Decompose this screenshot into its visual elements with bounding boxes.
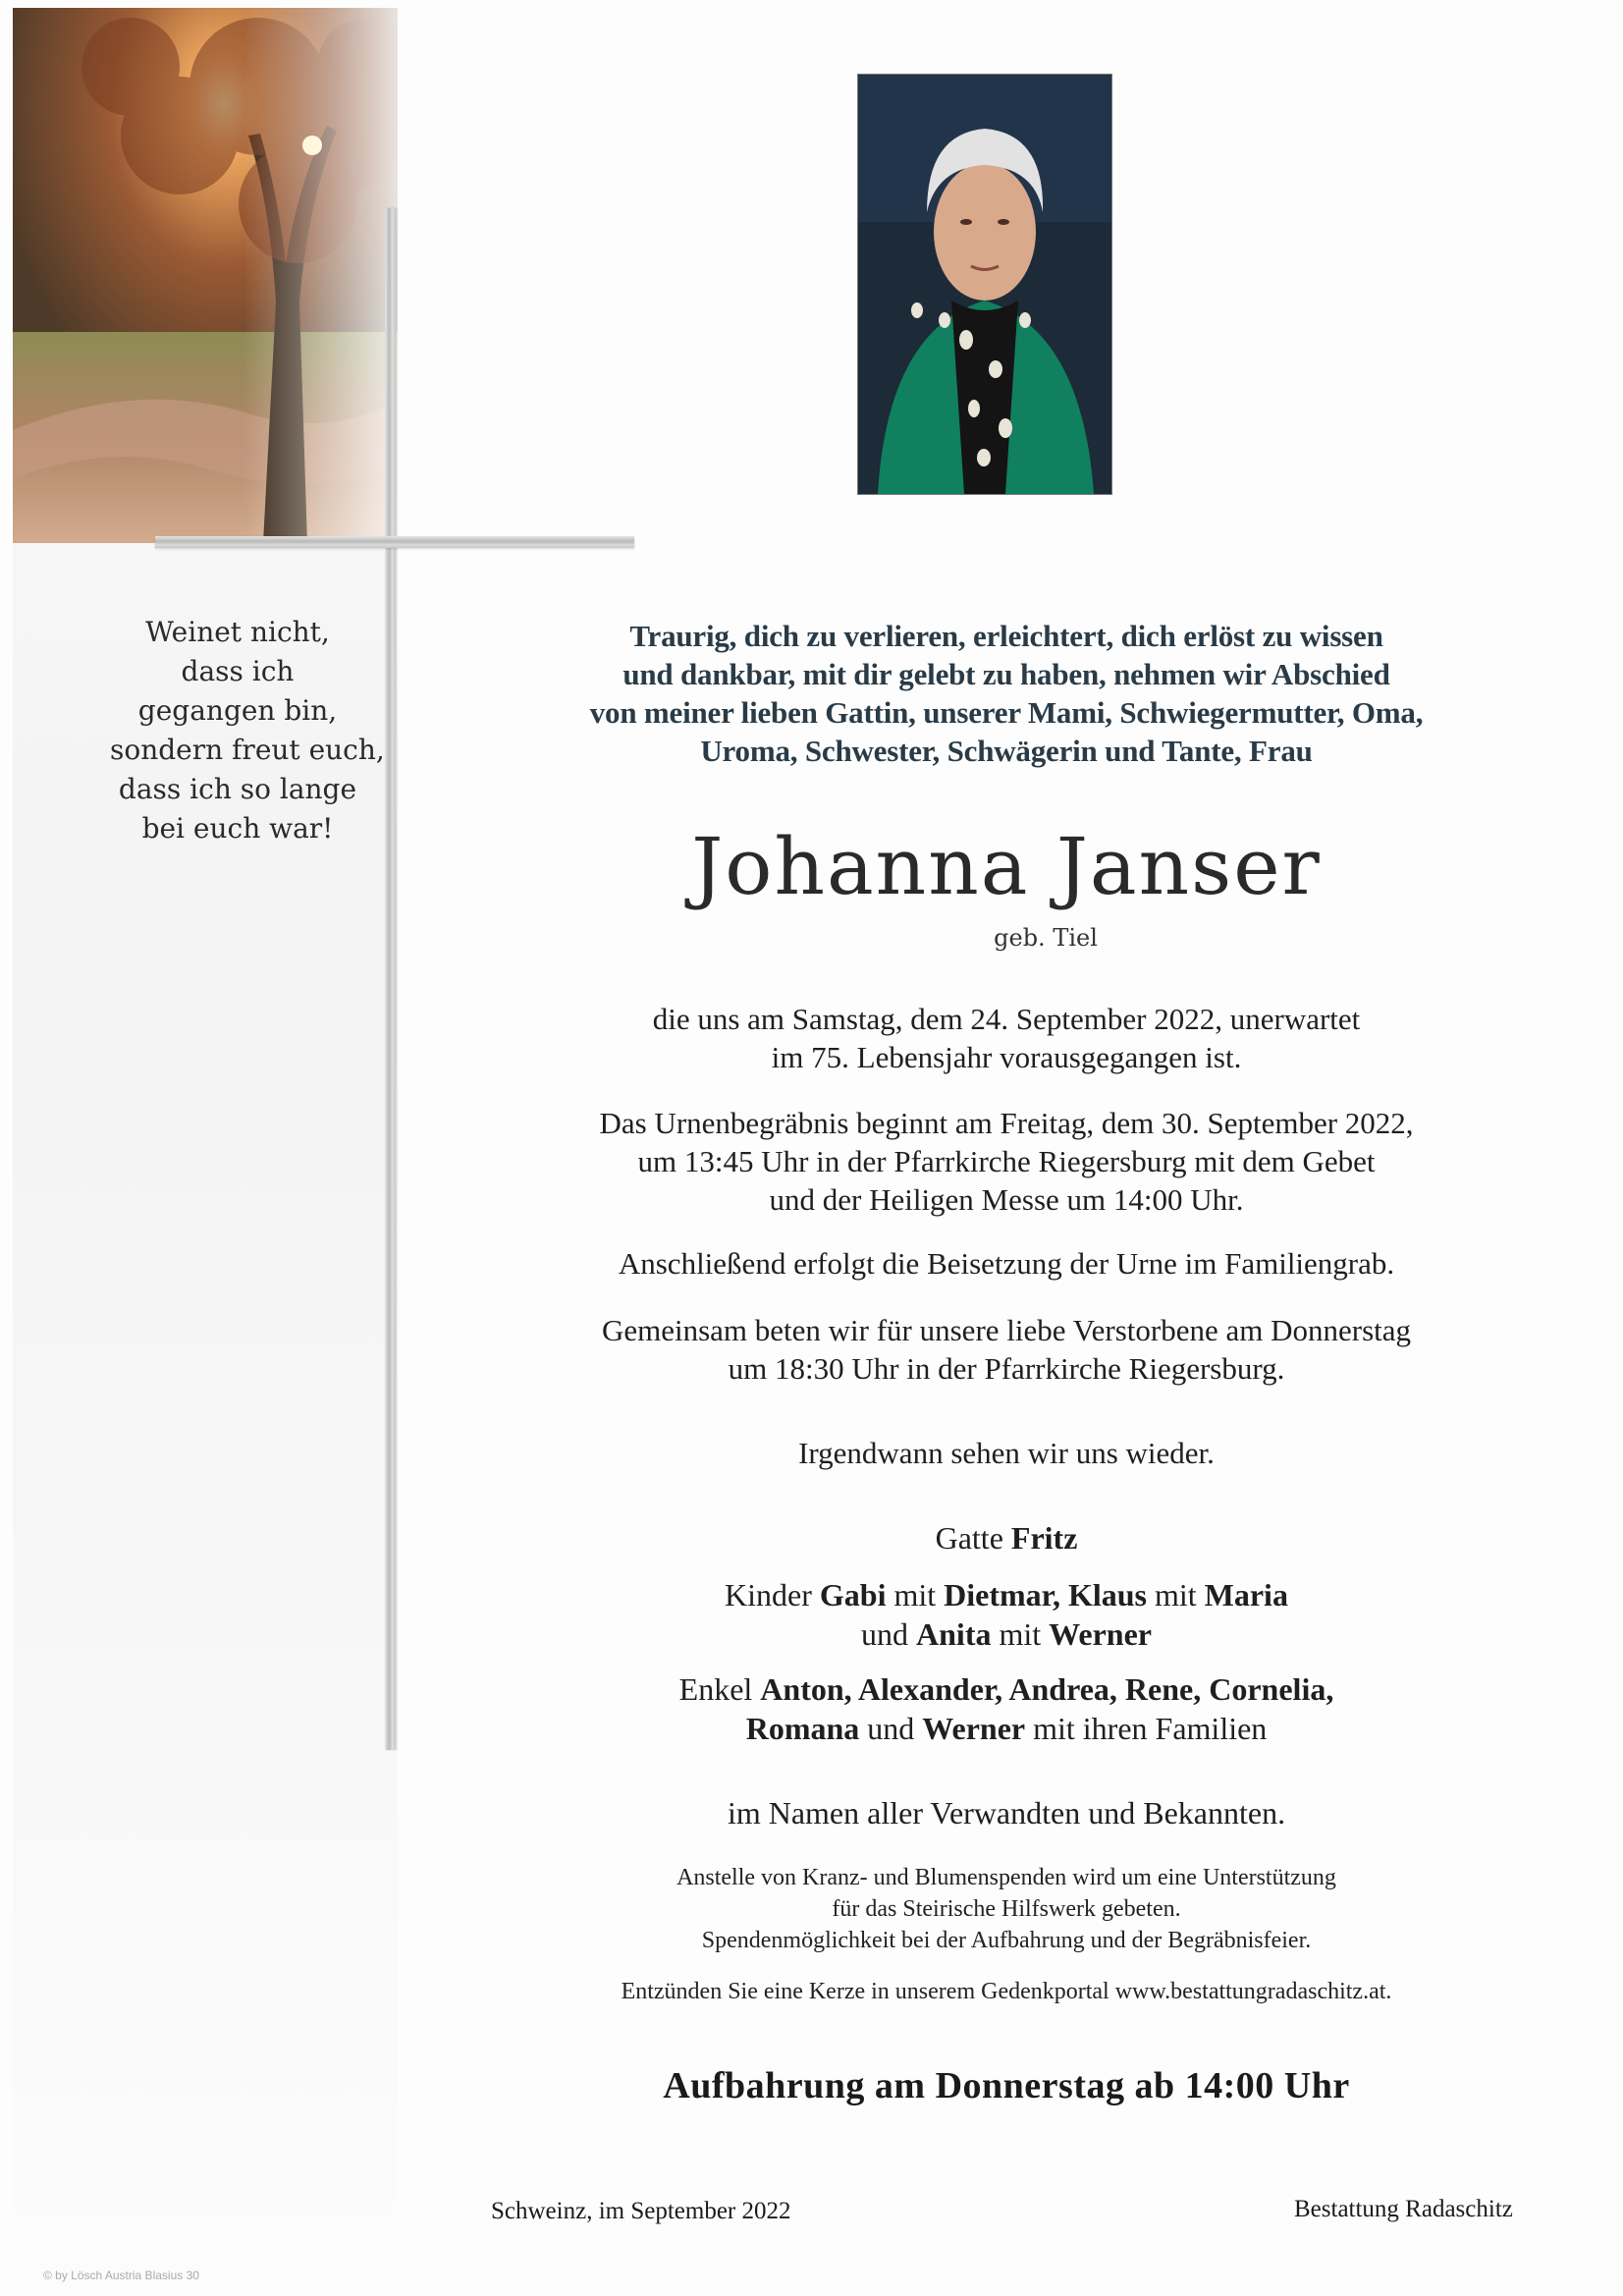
death-notice (491, 1000, 1522, 1076)
grandchildren-names: Anton, Alexander, Andrea, Rene, Cornelia, (760, 1671, 1334, 1707)
intro-line: Uroma, Schwester, Schwägerin und Tante, Frau (700, 734, 1313, 768)
grand-suffix: mit ihren Familien (1025, 1711, 1268, 1746)
children-prefix: Kinder (725, 1577, 820, 1613)
poem-line: gegangen bin, (137, 694, 338, 727)
deceased-name: Johanna Janser (691, 821, 1322, 912)
funeral-line: und der Heiligen Messe um 14:00 Uhr. (769, 1182, 1244, 1217)
connector: mit (991, 1616, 1050, 1652)
poem-line: sondern freut euch, (110, 734, 385, 766)
child-name: Klaus (1067, 1577, 1147, 1613)
child-name: Gabi (819, 1577, 887, 1613)
poem-line: dass ich (181, 655, 295, 687)
funeral-line: um 13:45 Uhr in der Pfarrkirche Riegersburg mit dem Gebet (637, 1144, 1376, 1178)
grandchild-name: Werner (922, 1711, 1026, 1746)
grandchildren-line (491, 1669, 1522, 1748)
prayer-info (491, 1311, 1522, 1388)
spouse-prefix: Gatte (935, 1520, 1011, 1556)
partner-name: Werner (1049, 1616, 1152, 1652)
prayer-line: Gemeinsam beten wir für unsere liebe Verstorbene am Donnerstag (601, 1313, 1412, 1347)
prayer-line: um 18:30 Uhr in der Pfarrkirche Riegersburg. (728, 1351, 1285, 1386)
spouse-line (491, 1518, 1522, 1558)
poem-line: bei euch war! (141, 812, 334, 845)
portrait-photo (857, 74, 1112, 495)
undertaker: Bestattung Radaschitz (1294, 2196, 1513, 2222)
spouse-name: Fritz (1010, 1520, 1078, 1556)
death-line: im 75. Lebensjahr vorausgegangen ist. (771, 1040, 1242, 1074)
partner-name: Dietmar, (944, 1577, 1060, 1613)
donation-line: Anstelle von Kranz- und Blumenspenden wird um eine Unterstützung (676, 1865, 1336, 1890)
connector: und (859, 1711, 923, 1746)
donation-line: Spendenmöglichkeit bei der Aufbahrung und der Begräbnisfeier. (701, 1928, 1312, 1953)
copyright-credit: © by Lösch Austria Blasius 30 (43, 2269, 199, 2282)
connector: und (861, 1616, 917, 1652)
burial-info: Anschließend erfolgt die Beisetzung der Urne im Familiengrab. (618, 1246, 1395, 1281)
death-line: die uns am Samstag, dem 24. September 2022, unerwartet (652, 1002, 1361, 1036)
cross-horizontal-bar (155, 536, 634, 548)
maiden-name: geb. Tiel (994, 924, 1098, 952)
viewing-time: Aufbahrung am Donnerstag ab 14:00 Uhr (663, 2065, 1350, 2106)
place-date: Schweinz, im September 2022 (491, 2198, 791, 2224)
funeral-line: Das Urnenbegräbnis beginnt am Freitag, dem 30. September 2022, (599, 1106, 1414, 1140)
connector: mit (886, 1577, 945, 1613)
children-line (491, 1575, 1522, 1654)
intro-line: von meiner lieben Gattin, unserer Mami, Schwiegermutter, Oma, (589, 695, 1424, 730)
poem-line: dass ich so lange (118, 773, 357, 805)
memorial-portal: Entzünden Sie eine Kerze in unserem Gedenkportal www.bestattungradaschitz.at. (621, 1979, 1392, 2004)
intro-line: und dankbar, mit dir gelebt zu haben, nehmen wir Abschied (622, 657, 1390, 691)
intro-text (491, 617, 1522, 770)
partner-name: Maria (1204, 1577, 1288, 1613)
child-name: Anita (916, 1616, 992, 1652)
grandchild-name: Romana (745, 1711, 860, 1746)
poem (110, 613, 385, 848)
donation-info (491, 1862, 1522, 1956)
poem-line: Weinet nicht, (145, 616, 330, 648)
tree-landscape-image (13, 8, 398, 543)
donation-line: für das Steirische Hilfswerk gebeten. (832, 1896, 1181, 1922)
connector: mit (1146, 1577, 1205, 1613)
funeral-info (491, 1104, 1522, 1219)
cross-vertical-bar (385, 208, 396, 1750)
farewell-quote: Irgendwann sehen wir uns wieder. (798, 1436, 1215, 1470)
relatives-line: im Namen aller Verwandten und Bekannten. (727, 1795, 1286, 1831)
grand-prefix: Enkel (678, 1671, 761, 1707)
intro-line: Traurig, dich zu verlieren, erleichtert, dich erlöst zu wissen (629, 619, 1383, 653)
